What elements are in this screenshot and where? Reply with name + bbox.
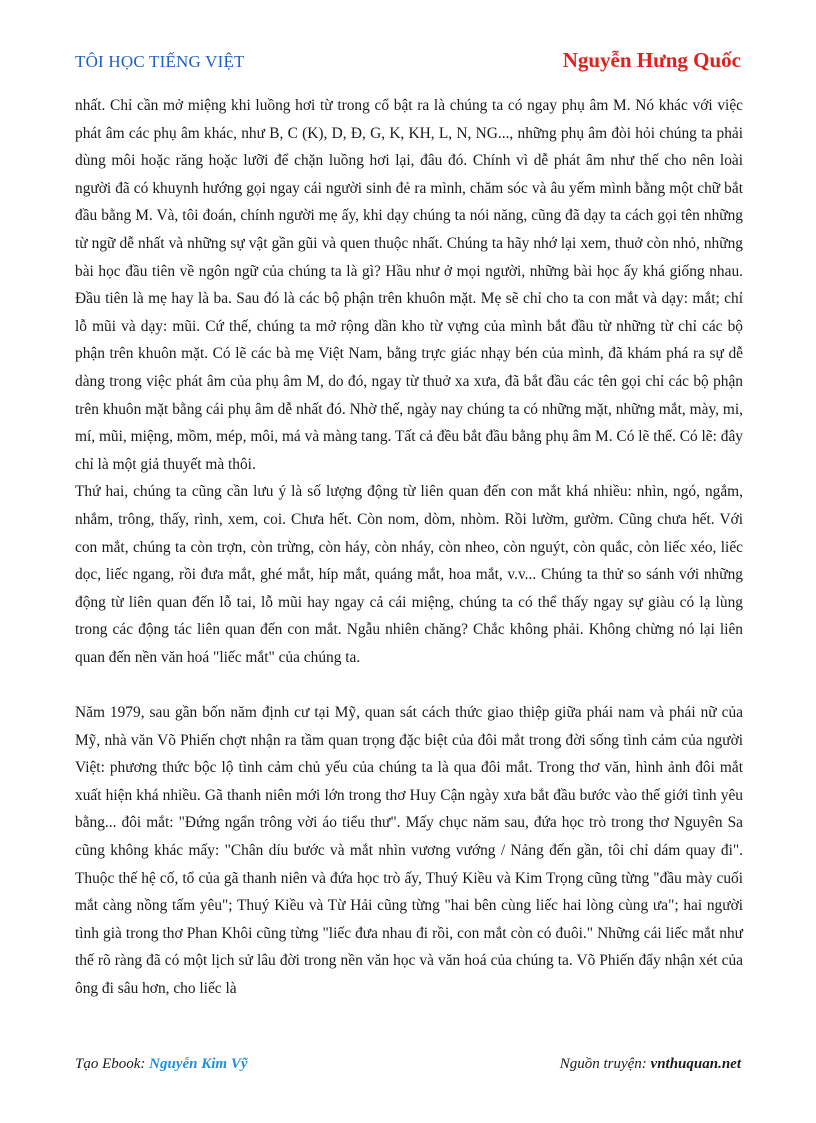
ebook-credit [75, 1056, 248, 1073]
ebook-credit-label: Tạo Ebook [75, 1056, 141, 1072]
source-credit-separator: : [641, 1056, 651, 1072]
document-body [75, 92, 743, 1003]
paragraph-gap [75, 671, 743, 699]
paragraph: nhất. Chỉ cần mở miệng khi luồng hơi từ trong cổ bật ra là chúng ta có ngay phụ âm M. Nó khác với việc phát âm các phụ âm khác, như B, C (K), D, Đ, G, K, KH, L, N, NG..., những phụ âm đòi hỏi chúng ta phải dùng môi hoặc răng hoặc lưỡi để chặn luồng hơi lại, đâu đó. Chính vì dễ phát âm như thế cho nên loài người đã có khuynh hướng gọi ngay cái người sinh đẻ ra mình, chăm sóc và âu yếm mình bằng một chữ bắt đầu bằng M. Và, tôi đoán, chính người mẹ ấy, khi dạy chúng ta nói năng, cũng đã dạy ta cách gọi tên những từ ngữ dễ nhất và những sự vật gần gũi và quen thuộc nhất. Chúng ta hãy nhớ lại xem, thuở còn nhỏ, những bài học đầu tiên về ngôn ngữ của chúng ta là gì? Hầu như ở mọi người, những bài học ấy khá giống nhau. Đầu tiên là mẹ hay là ba. Sau đó là các bộ phận trên khuôn mặt. Mẹ sẽ chỉ cho ta con mắt và dạy: mắt; chỉ lỗ mũi và dạy: mũi. Cứ thế, chúng ta mở rộng dần kho từ vựng của mình bắt đầu từ những từ chỉ các bộ phận trên khuôn mặt. Có lẽ các bà mẹ Việt Nam, bằng trực giác nhạy bén của mình, đã khám phá ra sự dễ dàng trong việc phát âm của phụ âm M, do đó, ngay từ thuở xa xưa, đã bắt đầu các tên gọi chỉ các bộ phận trên khuôn mặt bằng cái phụ âm dễ nhất đó. Nhờ thế, ngày nay chúng ta có những mặt, những mắt, mày, mi, mí, mũi, miệng, mồm, mép, môi, má và màng tang. Tất cả đều bắt đầu bằng phụ âm M. Có lẽ thế. Có lẽ: đây chỉ là một giả thuyết mà thôi. [75, 97, 743, 473]
paragraph: Năm 1979, sau gần bốn năm định cư tại Mỹ, quan sát cách thức giao thiệp giữa phái nam và phái nữ của Mỹ, nhà văn Võ Phiến chợt nhận ra tầm quan trọng đặc biệt của đôi mắt trong đời sống tình cảm của người Việt: phương thức bộc lộ tình cảm chủ yếu của chúng ta là qua đôi mắt. Trong thơ văn, hình ảnh đôi mắt xuất hiện khá nhiều. Gã thanh niên mới lớn trong thơ Huy Cận ngày xưa bắt đầu bước vào thế giới tình yêu bằng... đôi mắt: "Đứng ngẩn trông vời áo tiểu thư". Mấy chục năm sau, đứa học trò trong thơ Nguyên Sa cũng không khác mấy: "Chân díu bước và mắt nhìn vương vướng / Nảng đến gần, tôi chỉ dám quay đi". Thuộc thế hệ cố, tổ của gã thanh niên và đứa học trò ấy, Thuý Kiều và Kim Trọng cũng từng "đầu mày cuối mắt càng nồng tấm yêu"; Thuý Kiều và Từ Hải cũng từng "hai bên cùng liếc hai lòng cùng ưa"; hai người tình già trong thơ Phan Khôi cũng từng "liếc đưa nhau đi rồi, con mắt còn có đuôi." Những cái liếc mắt như thế rõ ràng đã có một lịch sử lâu đời trong nền văn học và văn hoá của chúng ta. Võ Phiến đẩy nhận xét của ông đi sâu hơn, cho liếc là [75, 704, 743, 997]
paragraph: Thứ hai, chúng ta cũng cần lưu ý là số lượng động từ liên quan đến con mắt khá nhiều: nhìn, ngó, ngắm, nhắm, trông, thấy, rình, xem, coi. Chưa hết. Còn nom, dòm, nhòm. Rồi lườm, gườm. Cũng chưa hết. Với con mắt, chúng ta còn trợn, còn trừng, còn háy, còn nháy, còn nheo, còn nguýt, còn quắc, còn liếc xéo, liếc dọc, liếc ngang, rồi đưa mắt, ghé mắt, híp mắt, quáng mắt, hoa mắt, v.v... Chúng ta thử so sánh với những động từ liên quan đến lỗ tai, lỗ mũi hay ngay cả cái miệng, chúng ta có thể thấy ngay sự giàu có lạ lùng trong các động tác liên quan đến con mắt. Ngẫu nhiên chăng? Chắc không phải. Không chừng nó lại liên quan đến nền văn hoá "liếc mắt" của chúng ta. [75, 483, 743, 666]
source-credit-label: Nguồn truyện [559, 1056, 642, 1072]
page-footer [0, 1050, 816, 1080]
page-header [0, 0, 816, 90]
ebook-credit-separator: : [140, 1056, 150, 1072]
author-name: Nguyễn Hưng Quốc [562, 48, 741, 72]
source-credit [560, 1056, 741, 1073]
ebook-creator-name: Nguyễn Kim Vỹ [149, 1056, 248, 1072]
book-title: TÔI HỌC TIẾNG VIỆT [75, 52, 245, 71]
source-site: vnthuquan.net [650, 1056, 741, 1072]
